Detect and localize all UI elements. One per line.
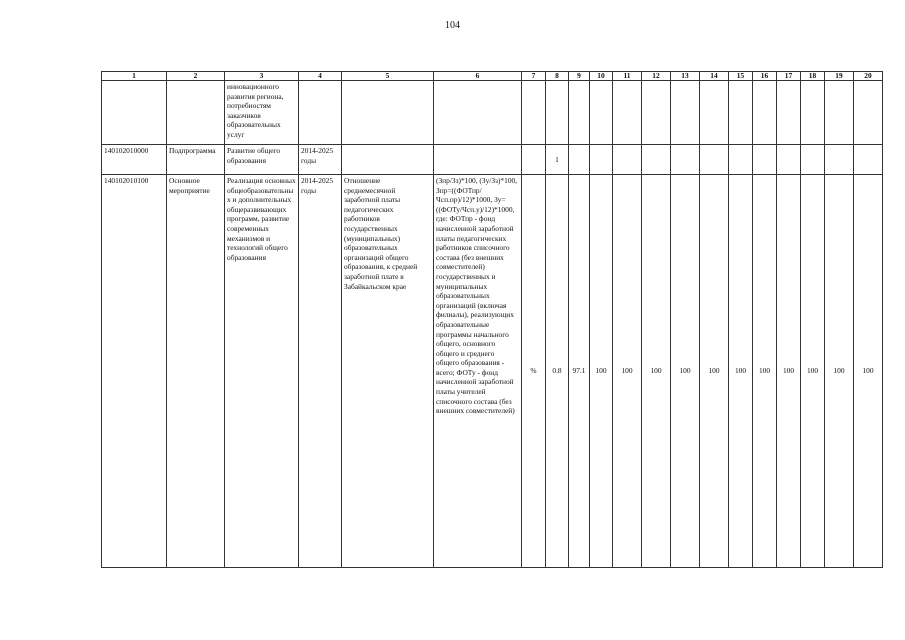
cell-value: 100 xyxy=(753,175,777,568)
header-cell: 11 xyxy=(613,72,642,81)
header-cell: 19 xyxy=(825,72,854,81)
cell-value: 100 xyxy=(801,175,825,568)
cell-unit: % xyxy=(522,175,546,568)
cell-value: 100 xyxy=(700,175,729,568)
cell-value: 100 xyxy=(590,175,613,568)
cell-indicator xyxy=(342,81,434,145)
header-cell: 15 xyxy=(729,72,753,81)
cell-value: 100 xyxy=(613,175,642,568)
cell-formula: (Зпр/Зз)*100, (Зу/Зз)*100, Зпр=((ФОТпр/Чсп.пр)/12)*1000, Зу=((ФОТу/Чсп.у)/12)*1000, где: ФОТпр - фонд начисленной заработной платы педагогических работников списочного состава (без внешних совместителей) государственных и муниципальных образовательных организаций (включая филиалы), реализующих образовательные программы начального общего, основного общего и среднего общего образования - всего; ФОТу - фонд начисленной заработной платы учителей списочного состава (без внешних совместителей) xyxy=(434,175,522,568)
cell-name: Развитие общего образования xyxy=(225,145,299,175)
header-cell: 17 xyxy=(777,72,801,81)
cell-value: 1 xyxy=(546,145,569,175)
header-cell: 10 xyxy=(590,72,613,81)
header-cell: 5 xyxy=(342,72,434,81)
header-cell: 16 xyxy=(753,72,777,81)
header-cell: 18 xyxy=(801,72,825,81)
header-cell: 20 xyxy=(854,72,883,81)
header-cell: 1 xyxy=(102,72,167,81)
cell-formula xyxy=(434,81,522,145)
cell-name: инновационного развития региона, потребностям заказчиков образовательных услуг xyxy=(225,81,299,145)
cell-formula xyxy=(434,145,522,175)
header-cell: 9 xyxy=(569,72,590,81)
page-number: 104 xyxy=(445,20,460,31)
cell-value: 100 xyxy=(777,175,801,568)
cell-code: 140102010000 xyxy=(102,145,167,175)
table-row xyxy=(102,81,883,145)
header-cell: 6 xyxy=(434,72,522,81)
table-row xyxy=(102,175,883,568)
header-row xyxy=(102,72,883,81)
cell-value: 100 xyxy=(729,175,753,568)
cell-period: 2014-2025 годы xyxy=(299,175,342,568)
header-cell: 13 xyxy=(671,72,700,81)
cell-value: 100 xyxy=(642,175,671,568)
header-cell: 8 xyxy=(546,72,569,81)
header-cell: 7 xyxy=(522,72,546,81)
cell-value: 100 xyxy=(671,175,700,568)
cell-indicator xyxy=(342,145,434,175)
table-row xyxy=(102,145,883,175)
header-cell: 14 xyxy=(700,72,729,81)
cell-code xyxy=(102,81,167,145)
indicator-table xyxy=(101,71,883,568)
cell-value: 100 xyxy=(825,175,854,568)
cell-type: Основное мероприятие xyxy=(167,175,225,568)
cell-period xyxy=(299,81,342,145)
cell-code: 140102010100 xyxy=(102,175,167,568)
cell-value: 100 xyxy=(854,175,883,568)
cell-indicator: Отношение среднемесячной заработной платы педагогических работников государственных (муниципальных) образовательных организаций общего образования, к средней заработной плате в Забайкальском крае xyxy=(342,175,434,568)
cell-period: 2014-2025 годы xyxy=(299,145,342,175)
cell-type xyxy=(167,81,225,145)
cell-value: 0.8 xyxy=(546,175,569,568)
header-cell: 2 xyxy=(167,72,225,81)
header-cell: 4 xyxy=(299,72,342,81)
cell-type: Подпрограмма xyxy=(167,145,225,175)
cell-name: Реализация основных общеобразовательных и дополнительных общеразвивающих программ, развитие современных механизмов и технологий общего образования xyxy=(225,175,299,568)
cell-value: 97.1 xyxy=(569,175,590,568)
header-cell: 12 xyxy=(642,72,671,81)
header-cell: 3 xyxy=(225,72,299,81)
